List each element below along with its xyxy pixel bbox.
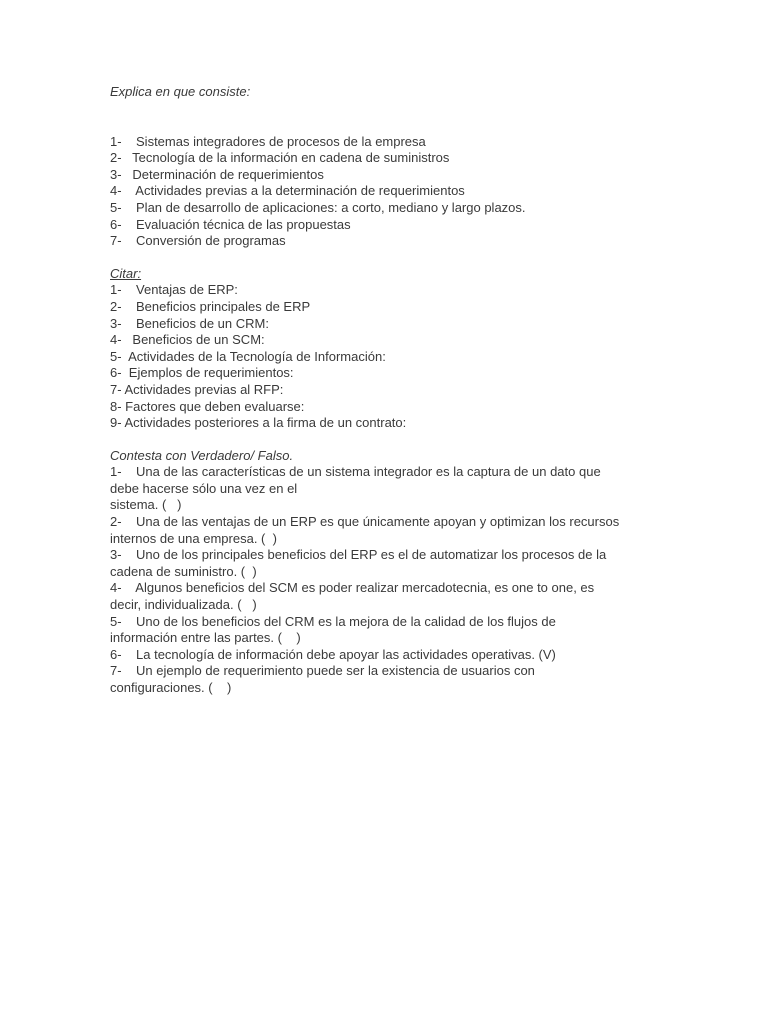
list-item bbox=[110, 514, 650, 547]
section-heading-verdadero-falso: Contesta con Verdadero/ Falso. bbox=[110, 447, 294, 463]
list-item-line: cadena de suministro. ( ) bbox=[110, 563, 257, 579]
section-heading-explica: Explica en que consiste: bbox=[110, 84, 251, 99]
spacer bbox=[110, 432, 650, 448]
list-item: 5- Plan de desarrollo de aplicaciones: a corto, mediano y largo plazos. bbox=[110, 199, 526, 215]
list-item: 1- Ventajas de ERP: bbox=[110, 282, 238, 298]
list-item bbox=[110, 464, 650, 514]
section-heading-citar: Citar: bbox=[110, 265, 142, 281]
list-item: 9- Actividades posteriores a la firma de un contrato: bbox=[110, 415, 407, 431]
list-item: 6- Evaluación técnica de las propuestas bbox=[110, 216, 351, 232]
explica-list bbox=[110, 134, 650, 250]
list-item: 7- Actividades previas al RFP: bbox=[110, 381, 284, 397]
list-item bbox=[110, 614, 650, 647]
verdadero-falso-list bbox=[110, 464, 650, 696]
list-item: 6- Ejemplos de requerimientos: bbox=[110, 365, 294, 381]
list-item: 4- Actividades previas a la determinación de requerimientos bbox=[110, 183, 465, 199]
list-item-line: sistema. ( ) bbox=[110, 497, 182, 513]
list-item-line: 7- Un ejemplo de requerimiento puede ser la existencia de usuarios con bbox=[110, 663, 535, 679]
list-item-line: 6- La tecnología de información debe apoyar las actividades operativas. (V) bbox=[110, 646, 556, 662]
list-item-line: debe hacerse sólo una vez en el bbox=[110, 480, 298, 496]
list-item-line: configuraciones. ( ) bbox=[110, 680, 232, 695]
list-item-line: 1- Una de las características de un sistema integrador es la captura de un dato que bbox=[110, 464, 601, 480]
list-item: 3- Determinación de requerimientos bbox=[110, 166, 324, 182]
list-item: 1- Sistemas integradores de procesos de la empresa bbox=[110, 133, 426, 149]
list-item-line: 4- Algunos beneficios del SCM es poder realizar mercadotecnia, es one to one, es bbox=[110, 580, 595, 596]
list-item-line: información entre las partes. ( ) bbox=[110, 630, 301, 646]
list-item: 3- Beneficios de un CRM: bbox=[110, 315, 269, 331]
list-item-line: 5- Uno de los beneficios del CRM es la mejora de la calidad de los flujos de bbox=[110, 613, 556, 629]
list-item bbox=[110, 580, 650, 613]
list-item bbox=[110, 547, 650, 580]
list-item: 2- Beneficios principales de ERP bbox=[110, 298, 311, 314]
list-item-line: decir, individualizada. ( ) bbox=[110, 597, 257, 613]
list-item: 4- Beneficios de un SCM: bbox=[110, 332, 265, 348]
list-item-line: internos de una empresa. ( ) bbox=[110, 530, 277, 546]
document-body bbox=[110, 84, 650, 697]
list-item bbox=[110, 663, 650, 696]
list-item: 8- Factores que deben evaluarse: bbox=[110, 398, 305, 414]
spacer bbox=[110, 101, 650, 134]
list-item bbox=[110, 647, 650, 664]
spacer bbox=[110, 250, 650, 266]
list-item-line: 3- Uno de los principales beneficios del ERP es el de automatizar los procesos de la bbox=[110, 547, 607, 563]
citar-list bbox=[110, 282, 650, 431]
list-item-line: 2- Una de las ventajas de un ERP es que únicamente apoyan y optimizan los recursos bbox=[110, 514, 620, 530]
list-item: 5- Actividades de la Tecnología de Información: bbox=[110, 348, 386, 364]
list-item: 7- Conversión de programas bbox=[110, 233, 286, 249]
list-item: 2- Tecnología de la información en cadena de suministros bbox=[110, 150, 450, 166]
